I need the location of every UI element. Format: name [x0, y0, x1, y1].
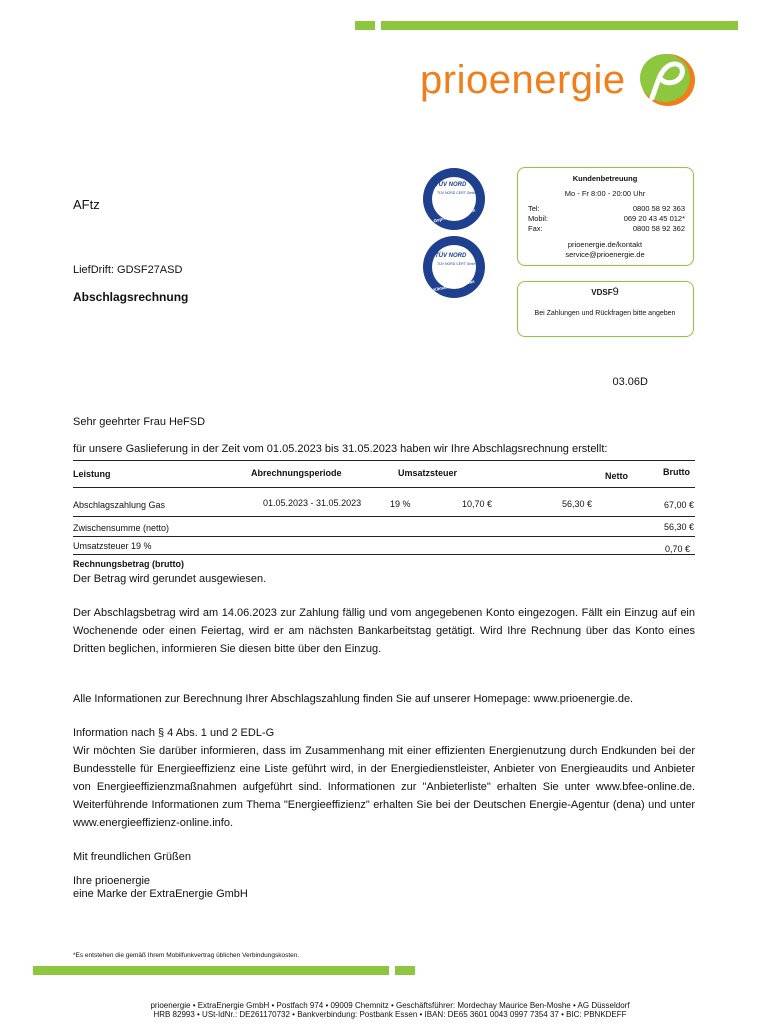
- contact-mobil-label: Mobil:: [528, 214, 549, 223]
- bottom-accent-bar-small: [395, 966, 415, 975]
- row-ust-rate: 19 %: [390, 499, 411, 509]
- contact-title: Kundenbetreuung: [572, 174, 638, 183]
- contact-mobil-value[interactable]: 069 20 43 45 012*: [623, 214, 685, 223]
- vat-label: Umsatzsteuer 19 %: [73, 541, 152, 551]
- payment-paragraph: Der Abschlagsbetrag wird am 14.06.2023 zur Zahlung fällig und vom angegebenen Konto eingezogen. Fällt ein Einzug auf ein Wochenende oder einen Feiertag, wird er am nächsten Bankarbeitstag getätigt. Wird Ihre Rechnung über das Konto eines Dritten beglichen, informieren Sie diesen bitte über den Einzug.: [73, 607, 695, 655]
- col-header-ust: Umsatzsteuer: [398, 468, 458, 478]
- reference-number: [518, 285, 692, 300]
- col-header-leistung: Leistung: [73, 469, 111, 479]
- closing-greeting: Mit freundlichen Grüßen: [73, 851, 191, 863]
- contact-tel-value[interactable]: 0800 58 92 363: [632, 204, 685, 213]
- top-accent-bar-long: [381, 21, 738, 30]
- vat-value: 0,70 €: [664, 544, 690, 554]
- lief-id: LiefDrift: GDSF27ASD: [73, 264, 183, 276]
- subtotal-label: Zwischensumme (netto): [73, 523, 170, 533]
- contact-email-link[interactable]: service@prioenergie.de: [565, 250, 645, 259]
- row-netto: 56,30 €: [561, 499, 592, 509]
- logo-wordmark: prioenergie: [420, 58, 626, 102]
- reference-number-prefix: VDSF: [591, 288, 613, 297]
- contact-fax-label: Fax:: [528, 224, 543, 233]
- logo-p-icon: [636, 52, 696, 108]
- subtotal-rule: [73, 536, 695, 537]
- table-row-rule: [73, 516, 695, 517]
- row-leistung: Abschlagszahlung Gas: [73, 500, 166, 510]
- contact-tel-label: Tel:: [528, 204, 540, 213]
- bottom-accent-bar-long: [33, 966, 389, 975]
- row-periode: 01.05.2023 - 31.05.2023: [263, 498, 362, 508]
- table-header-rule: [73, 487, 695, 488]
- rounding-note: Der Betrag wird gerundet ausgewiesen.: [73, 573, 267, 585]
- row-ust-amount: 10,70 €: [461, 499, 492, 509]
- contact-hours: Mo - Fr 8:00 - 20:00 Uhr: [564, 189, 646, 198]
- total-label: Rechnungsbetrag (brutto): [73, 559, 184, 569]
- footer-line-1: prioenergie • ExtraEnergie GmbH • Postfach 974 • 09009 Chemnitz • Geschäftsführer: Mordechay Maurice Ben-Moshe • AG Düsseldorf: [150, 1001, 630, 1010]
- document-date: 03.06D: [612, 376, 648, 388]
- info-heading: Information nach § 4 Abs. 1 und 2 EDL-G: [73, 727, 275, 739]
- footer-line-2: HRB 82993 • USt-IdNr.: DE261170732 • Bankverbindung: Postbank Essen • IBAN: DE65 3601 0043 0997 7354 37 • BIC: PBNKDEFF: [153, 1010, 627, 1019]
- homepage-paragraph: Alle Informationen zur Berechnung Ihrer Abschlagszahlung finden Sie auf unserer Homepage: www.prioenergie.de.: [73, 693, 634, 705]
- prioenergie-logo: [420, 52, 700, 112]
- tuv-seal-gas: TÜV NORD TÜV NORD CERT GmbH Klimaneutrales Gas: [423, 236, 485, 298]
- signature-line-2: eine Marke der ExtraEnergie GmbH: [73, 888, 248, 900]
- reference-box: [517, 281, 694, 337]
- reference-number-suffix: 9: [612, 286, 619, 298]
- col-header-brutto: Brutto: [663, 467, 690, 477]
- document-title: Abschlagsrechnung: [73, 290, 189, 304]
- reference-note: Bei Zahlungen und Rückfragen bitte angeben: [534, 310, 676, 317]
- top-accent-bar-small: [355, 21, 375, 30]
- info-paragraph: Wir möchten Sie darüber informieren, dass im Zusammenhang mit einer effizienten Energienutzung durch Endkunden bei der Bundesstelle für Energieeffizienz eine Liste geführt wird, in der Energiedienstleister, Anbieter von Energieaudits und Anbieter von Energieeffizienzmaßnahmen aufgeführt sind. Informationen zur "Anbieterliste" erhalten Sie unter www.bfee-online.de. Weiterführende Informationen zum Thema "Energieeffizienz" erhalten Sie bei der Deutschen Energie-Agentur (dena) und unter www.energieeffizienz-online.info.: [73, 745, 695, 829]
- col-header-periode: Abrechnungsperiode: [251, 468, 342, 478]
- intro-text: für unsere Gaslieferung in der Zeit vom 01.05.2023 bis 31.05.2023 haben wir Ihre Abschlagsrechnung erstellt:: [73, 443, 608, 455]
- footnote: *Es entstehen die gemäß Ihrem Mobilfunkvertrag üblichen Verbindungskosten.: [73, 952, 300, 959]
- contact-box: [517, 167, 694, 266]
- signature-line-1: Ihre prioenergie: [73, 875, 151, 887]
- contact-fax-value: 0800 58 92 362: [632, 224, 685, 233]
- table-top-rule: [73, 460, 695, 461]
- contact-web-link[interactable]: prioenergie.de/kontakt: [567, 240, 643, 249]
- salutation: Sehr geehrter Frau HeFSD: [73, 416, 206, 428]
- row-brutto: 67,00 €: [663, 500, 694, 510]
- subtotal-value: 56,30 €: [663, 522, 694, 532]
- vat-rule: [73, 554, 695, 555]
- col-header-netto: Netto: [605, 471, 628, 481]
- tuv-seal-oekostrom: TÜV NORD TÜV NORD CERT GmbH Geprüfter Ökostrom: [423, 168, 485, 230]
- recipient-name: AFtz: [73, 197, 100, 212]
